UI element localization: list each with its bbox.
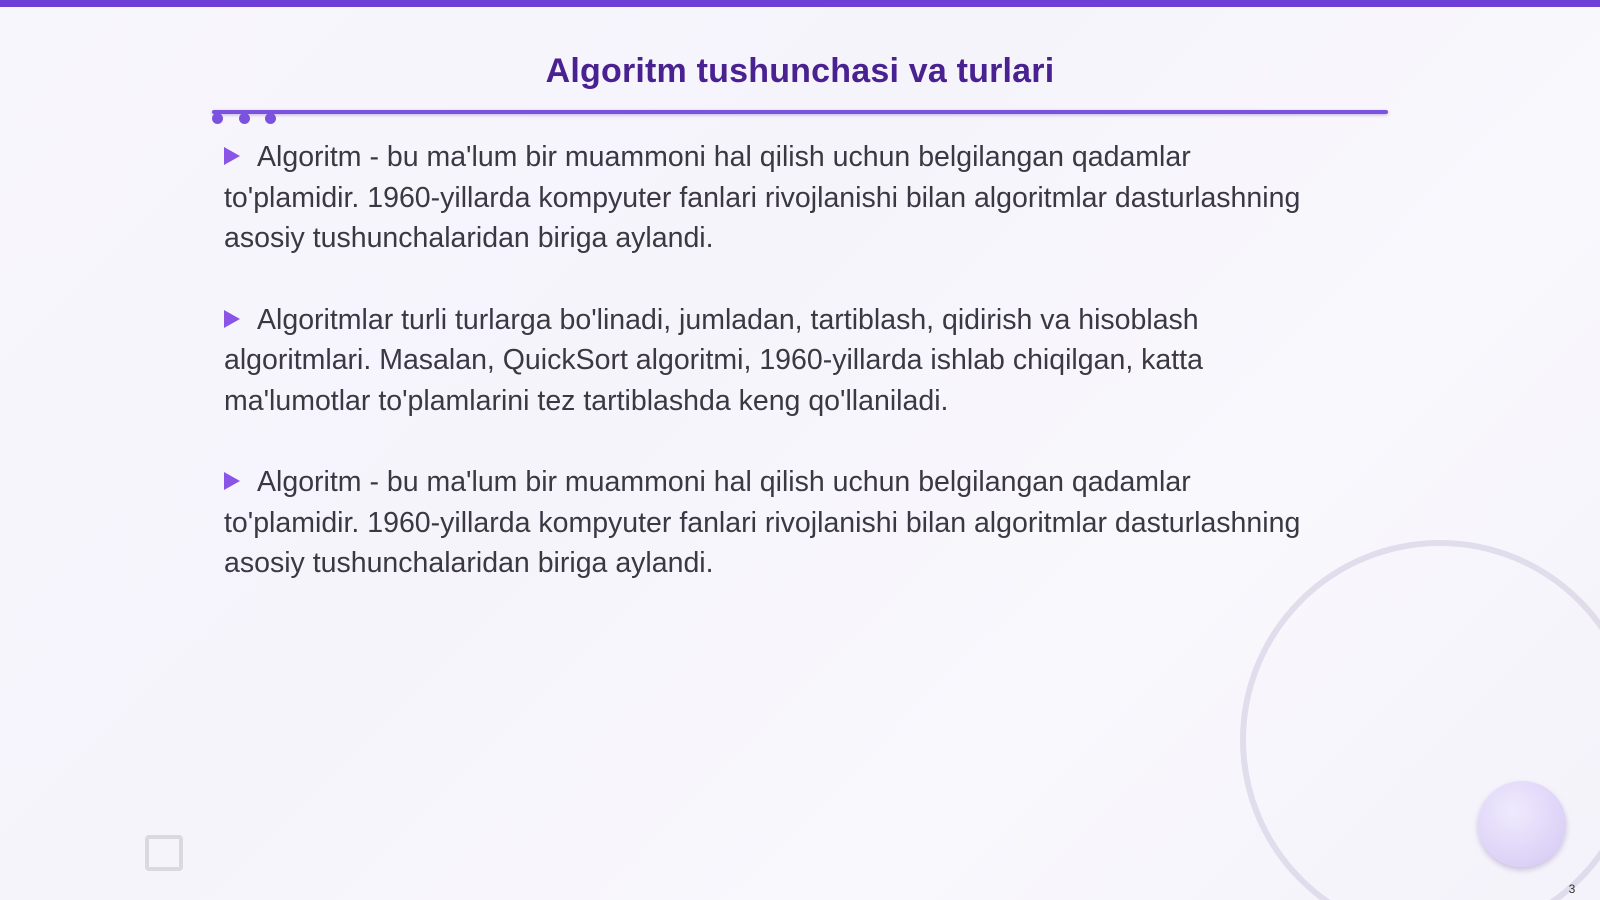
bullet-item bbox=[224, 137, 1314, 259]
top-accent-bar bbox=[0, 0, 1600, 7]
page-number: 3 bbox=[1568, 882, 1576, 896]
bullet-text: Algoritm - bu ma'lum bir muammoni hal qilish uchun belgilangan qadamlar to'plamidir. 1960-yillarda kompyuter fanlari rivojlanishi bilan algoritmlar dasturlashning asosiy tushunchalaridan biriga aylandi. bbox=[224, 141, 1301, 254]
decorative-dot bbox=[239, 113, 250, 124]
decorative-square-outline bbox=[145, 835, 183, 871]
bullet-item bbox=[224, 300, 1314, 422]
bullet-text: Algoritm - bu ma'lum bir muammoni hal qilish uchun belgilangan qadamlar to'plamidir. 1960-yillarda kompyuter fanlari rivojlanishi bilan algoritmlar dasturlashning asosiy tushunchalaridan biriga aylandi. bbox=[224, 466, 1301, 579]
title-underline bbox=[212, 110, 1388, 114]
triangle-bullet-icon bbox=[224, 147, 240, 165]
triangle-bullet-icon bbox=[224, 472, 240, 490]
slide-title: Algoritm tushunchasi va turlari bbox=[545, 52, 1055, 90]
triangle-bullet-icon bbox=[224, 310, 240, 328]
bullet-text: Algoritmlar turli turlarga bo'linadi, jumladan, tartiblash, qidirish va hisoblash algoritmlari. Masalan, QuickSort algoritmi, 1960-yillarda ishlab chiqilgan, katta ma'lumotlar to'plamlarini tez tartiblashda keng qo'llaniladi. bbox=[224, 303, 1203, 417]
decorative-dot bbox=[265, 113, 276, 124]
bullet-list bbox=[224, 137, 1314, 625]
decorative-dot bbox=[212, 113, 223, 124]
bullet-item bbox=[224, 462, 1314, 584]
decorative-circle-blob bbox=[1478, 781, 1566, 867]
